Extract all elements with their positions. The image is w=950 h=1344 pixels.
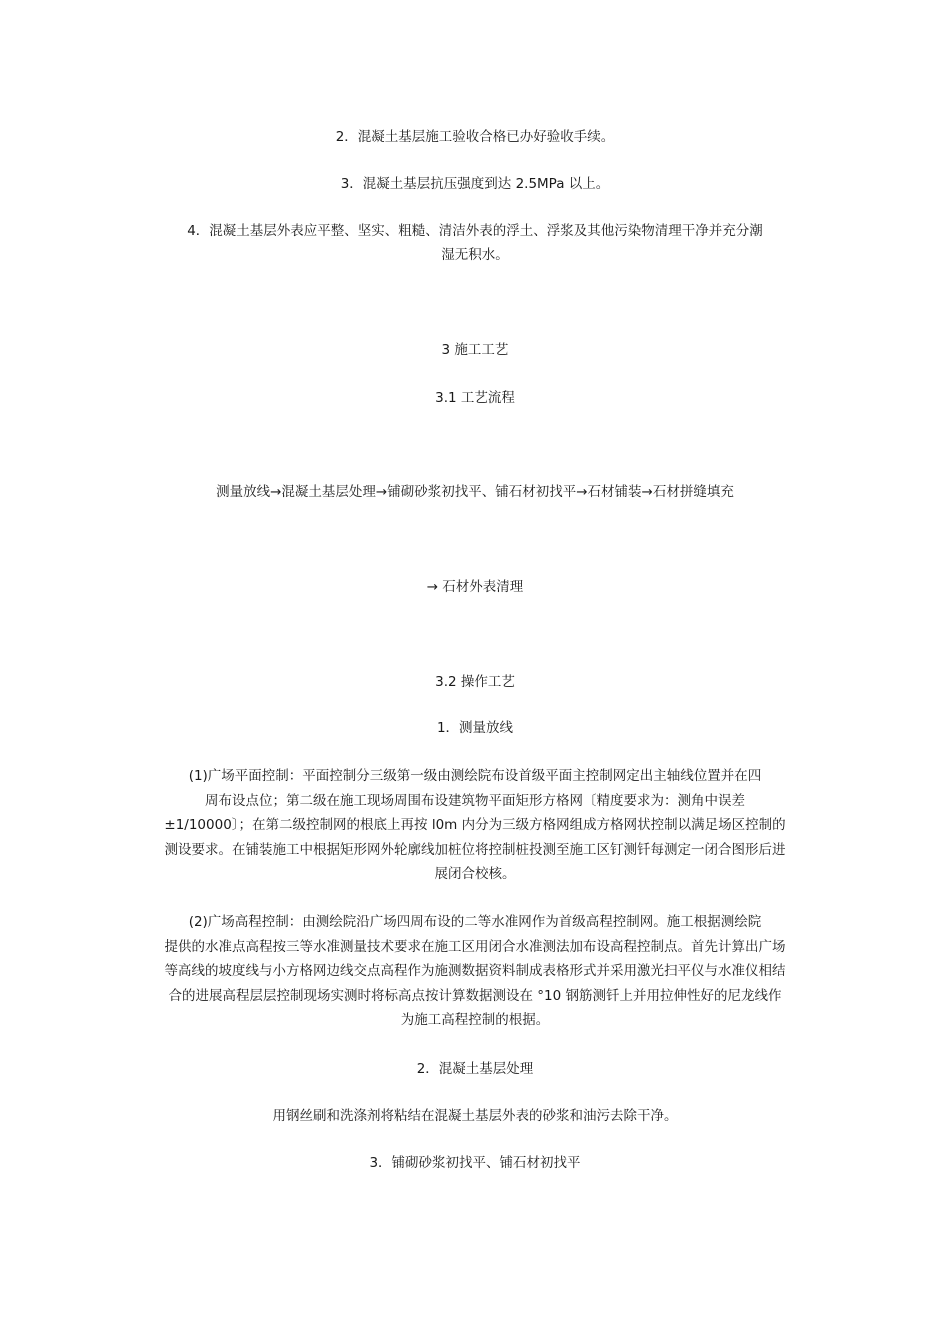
section-3-heading: 3 施工工艺	[441, 342, 509, 358]
step-2-heading: 2．混凝土基层处理	[416, 1061, 534, 1077]
paragraph-line: (2)广场高程控制：由测绘院沿广场四周布设的二等水准网作为首级高程控制网。施工根据测绘院	[188, 914, 762, 930]
elevation-control-paragraph	[140, 910, 810, 1033]
paragraph-line: 周布设点位；第二级在施工现场周围布设建筑物平面矩形方格网〔精度要求为：测角中误差	[205, 792, 745, 809]
step-3-heading: 3．铺砌砂浆初找平、铺石材初找平	[369, 1155, 581, 1171]
section-3-1-heading: 3.1 工艺流程	[435, 390, 515, 406]
paragraph-line: 测设要求。在铺装施工中根据矩形网外轮廓线加桩位将控制桩投测至施工区钉测钎每测定一闭合图形后进	[164, 841, 786, 858]
paragraph-line: 提供的水准点高程按三等水准测量技术要求在施工区用闭合水准测法加布设高程控制点。首先计算出广场	[164, 938, 786, 955]
prereq-item-4-line-1: 4．混凝土基层外表应平整、坚实、粗糙、清洁外表的浮土、浮浆及其他污染物清理干净并充分潮	[187, 223, 763, 239]
process-flow-line-2: → 石材外表清理	[426, 579, 524, 595]
paragraph-line: 合的进展高程层层控制现场实测时将标高点按计算数据测设在 °10 钢筋测钎上并用拉伸性好的尼龙线作	[168, 987, 782, 1004]
process-flow-line-1: 测量放线→混凝土基层处理→铺砌砂浆初找平、铺石材初找平→石材铺装→石材拼缝填充	[216, 484, 734, 500]
plane-control-paragraph	[140, 764, 810, 887]
paragraph-line: ±1/10000〕；在第二级控制网的根底上再按 l0m 内分为三级方格网组成方格网状控制以满足场区控制的	[164, 817, 786, 833]
prereq-item-2: 2．混凝土基层施工验收合格已办好验收手续。	[335, 129, 615, 145]
prereq-item-3: 3．混凝土基层抗压强度到达 2.5MPa 以上。	[340, 176, 610, 192]
paragraph-line: 为施工高程控制的根据。	[400, 1012, 550, 1028]
paragraph-line: (1)广场平面控制：平面控制分三级第一级由测绘院布设首级平面主控制网定出主轴线位置并在四	[188, 768, 762, 784]
section-3-2-heading: 3.2 操作工艺	[435, 674, 515, 690]
prereq-item-4-line-2: 湿无积水。	[441, 247, 509, 263]
step-1-heading: 1．测量放线	[436, 720, 514, 736]
step-2-text: 用钢丝刷和洗涤剂将粘结在混凝土基层外表的砂浆和油污去除干净。	[272, 1108, 678, 1124]
paragraph-line: 展闭合校核。	[434, 866, 516, 882]
paragraph-line: 等高线的坡度线与小方格网边线交点高程作为施测数据资料制成表格形式并采用激光扫平仪与水准仪相结	[164, 963, 786, 979]
